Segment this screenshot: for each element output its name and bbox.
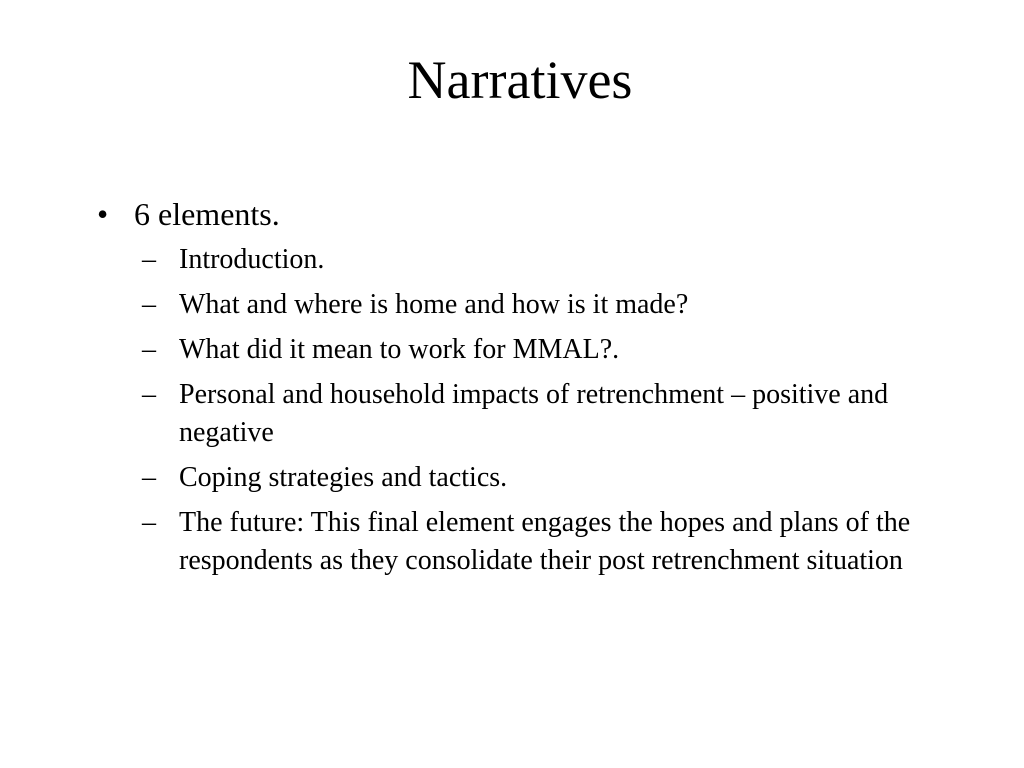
- sub-bullet-text: Personal and household impacts of retrenchment – positive and negative: [179, 379, 889, 448]
- dash-marker: –: [142, 462, 156, 493]
- sub-bullet-text: The future: This final element engages the hopes and plans of the respondents as they consolidate their post retrenchment situation: [179, 507, 911, 576]
- bullet-marker: •: [97, 196, 109, 232]
- sub-bullets-container: [97, 241, 927, 580]
- main-bullet: [97, 195, 927, 233]
- sub-bullet-home: [142, 286, 927, 324]
- sub-bullet-text: What and where is home and how is it made?: [179, 289, 689, 320]
- sub-bullet-future: [142, 504, 927, 580]
- dash-marker: –: [142, 244, 156, 275]
- sub-bullet-impacts: [142, 376, 927, 452]
- sub-bullet-coping: [142, 459, 927, 497]
- sub-bullet-work: [142, 331, 927, 369]
- dash-marker: –: [142, 334, 156, 365]
- sub-bullet-introduction: [142, 241, 927, 279]
- dash-marker: –: [142, 379, 156, 410]
- slide-title: Narratives: [407, 50, 633, 110]
- sub-bullet-text: What did it mean to work for MMAL?.: [179, 334, 620, 365]
- sub-bullet-list: [97, 241, 927, 580]
- dash-marker: –: [142, 289, 156, 320]
- sub-bullet-text: Coping strategies and tactics.: [179, 462, 508, 493]
- main-bullet-text: 6 elements.: [134, 196, 280, 232]
- sub-bullet-text: Introduction.: [179, 244, 325, 275]
- slide-body: [97, 195, 927, 587]
- dash-marker: –: [142, 507, 156, 538]
